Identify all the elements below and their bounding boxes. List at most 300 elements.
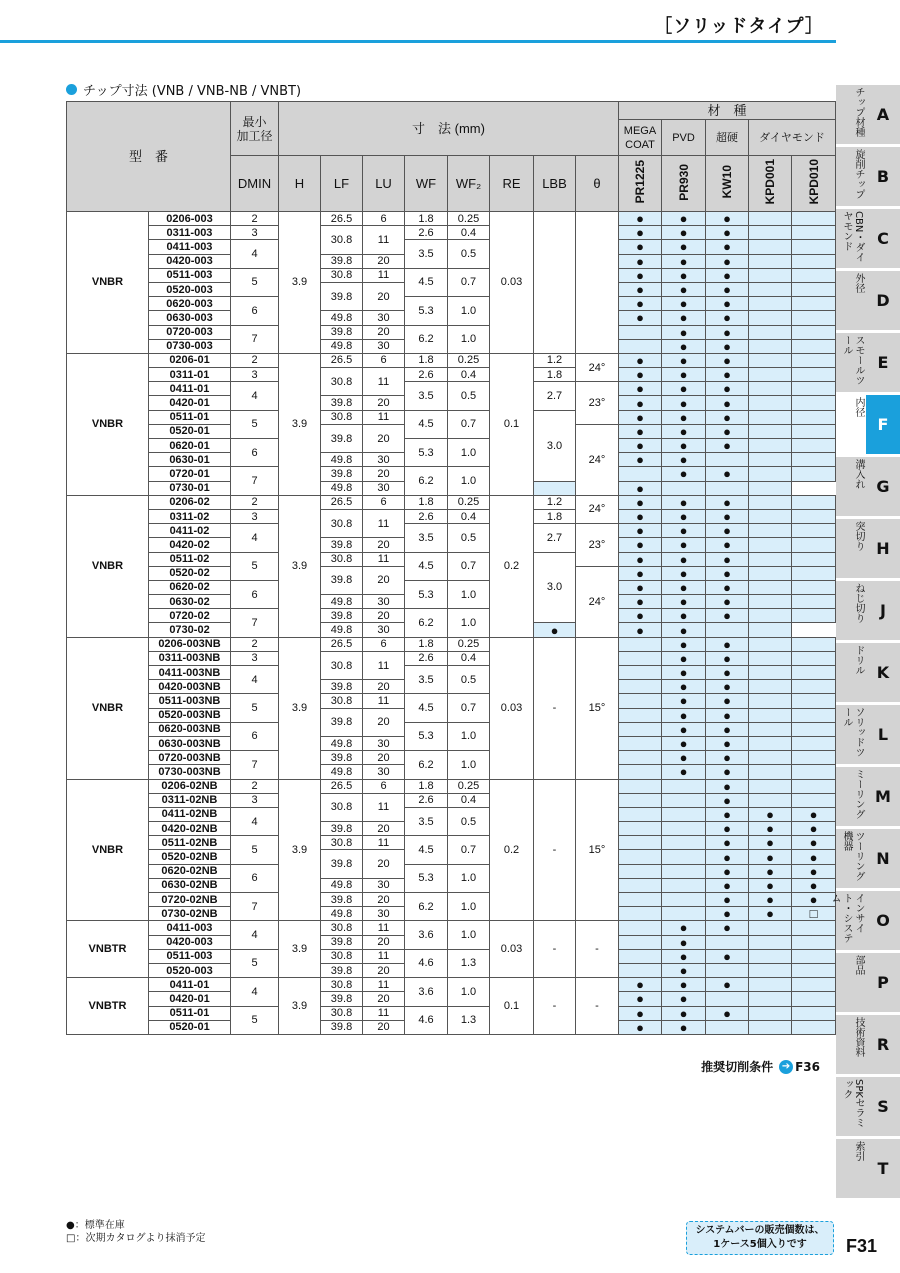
grade-mark-kw10: [706, 935, 749, 949]
grade-mark-pr1225: [619, 779, 662, 793]
grade-mark-kpd001: [749, 595, 792, 609]
grade-mark-kpd010: [792, 580, 836, 594]
grade-mark-pr930: ●: [662, 538, 706, 552]
grade-mark-kpd010: [792, 439, 836, 453]
lu-cell: 11: [363, 793, 405, 821]
header-col-re: RE: [490, 156, 534, 212]
grade-mark-kpd001: [749, 1020, 792, 1034]
grade-mark-pr930: ●: [619, 481, 662, 495]
lu-cell: 11: [363, 1006, 405, 1020]
grade-mark-kpd010: [792, 325, 836, 339]
grade-mark-pr1225: [619, 765, 662, 779]
lbb-cell: 3.0: [534, 552, 576, 623]
grade-mark-kpd010: [792, 637, 836, 651]
table-row: [67, 978, 836, 992]
table-row: [67, 921, 836, 935]
model-number: 0520-01: [149, 424, 231, 438]
grade-mark-pr930: ●: [662, 212, 706, 226]
tab-f[interactable]: [836, 395, 900, 454]
grade-mark-kpd001: [749, 212, 792, 226]
grade-mark-kw10: ●: [706, 467, 749, 481]
grade-mark-kpd001: [749, 666, 792, 680]
lf-cell: 49.8: [321, 878, 363, 892]
wf2-cell: 0.7: [448, 552, 490, 580]
grade-mark-pr1225: [619, 339, 662, 353]
dmin-cell: 4: [231, 666, 279, 694]
grade-mark-pr1225: ●: [619, 978, 662, 992]
grade-mark-pr1225: ●: [619, 212, 662, 226]
model-number: 0730-02: [149, 623, 231, 637]
dmin-cell: 3: [231, 368, 279, 382]
lf-cell: 30.8: [321, 368, 363, 396]
theta-cell: 15°: [576, 779, 619, 921]
lf-cell: 30.8: [321, 921, 363, 935]
grade-mark-kpd001: [749, 353, 792, 367]
model-number: 0420-02: [149, 538, 231, 552]
grade-mark-kw10: [706, 1020, 749, 1034]
dmin-cell: 4: [231, 382, 279, 410]
model-number: 0520-003NB: [149, 708, 231, 722]
wf2-cell: 0.4: [448, 226, 490, 240]
grade-mark-kw10: ●: [706, 268, 749, 282]
lu-cell: 11: [363, 978, 405, 992]
grade-mark-kw10: ●: [706, 779, 749, 793]
lf-cell: 39.8: [321, 963, 363, 977]
dmin-cell: 2: [231, 637, 279, 651]
table-row: [67, 694, 836, 708]
cutting-conditions-note: [701, 1058, 820, 1075]
model-number: 0206-003: [149, 212, 231, 226]
grade-mark-pr1225: ●: [619, 580, 662, 594]
header-pvd: PVD: [662, 120, 706, 156]
lbb-cell: -: [534, 978, 576, 1035]
wf2-cell: 1.0: [448, 978, 490, 1006]
model-number: 0730-02NB: [149, 907, 231, 921]
wf2-cell: 1.0: [448, 722, 490, 750]
lu-cell: 11: [363, 552, 405, 566]
grade-mark-kpd001: [749, 467, 792, 481]
tab-a[interactable]: [836, 85, 900, 144]
grade-mark-pr1225: [619, 708, 662, 722]
grade-mark-kpd010: [749, 481, 792, 495]
tab-j[interactable]: [836, 581, 900, 640]
wf2-cell: 0.5: [448, 382, 490, 410]
grade-mark-kpd001: [749, 680, 792, 694]
table-row: [67, 893, 836, 907]
model-number: 0411-01: [149, 978, 231, 992]
grade-mark-kpd010: [792, 509, 836, 523]
tab-p[interactable]: [836, 953, 900, 1012]
re-cell: 0.2: [490, 779, 534, 921]
lu-cell: 20: [363, 282, 405, 310]
grade-mark-pr1225: ●: [619, 353, 662, 367]
grade-mark-pr1225: [619, 907, 662, 921]
grade-mark-kpd010: [792, 609, 836, 623]
grade-mark-pr1225: [619, 850, 662, 864]
wf-cell: 4.5: [405, 694, 448, 722]
tab-n[interactable]: [836, 829, 900, 888]
tab-letter: M: [875, 787, 891, 806]
wf2-cell: 1.0: [448, 580, 490, 608]
grade-mark-pr1225: [619, 878, 662, 892]
lf-cell: 49.8: [321, 623, 363, 637]
model-number: 0411-003NB: [149, 666, 231, 680]
lf-cell: 39.8: [321, 935, 363, 949]
header-col-lbb: LBB: [534, 156, 576, 212]
grade-mark-pr930: ●: [662, 580, 706, 594]
wf-cell: 6.2: [405, 609, 448, 637]
wf-cell: 1.8: [405, 495, 448, 509]
wf2-cell: 0.5: [448, 807, 490, 835]
grade-mark-kpd010: [792, 935, 836, 949]
model-number: 0720-01: [149, 467, 231, 481]
grade-mark-pr1225: ●: [619, 538, 662, 552]
note-page-ref[interactable]: F36: [795, 1059, 820, 1074]
wf2-cell: 0.25: [448, 353, 490, 367]
wf-cell: 4.5: [405, 268, 448, 296]
table-row: [67, 807, 836, 821]
table-row: [67, 410, 836, 424]
lf-cell: 30.8: [321, 836, 363, 850]
model-number: 0311-02NB: [149, 793, 231, 807]
model-number: 0730-01: [149, 481, 231, 495]
grade-mark-kpd010: [792, 765, 836, 779]
wf-cell: 5.3: [405, 297, 448, 325]
wf2-cell: 0.25: [448, 212, 490, 226]
grade-mark-kpd010: [792, 368, 836, 382]
grade-mark-kw10: ●: [706, 580, 749, 594]
header-min-diameter: 最小 加工径: [231, 102, 279, 156]
model-number: 0630-02: [149, 595, 231, 609]
grade-mark-kpd010: ●: [792, 850, 836, 864]
grade-mark-kpd001: [749, 325, 792, 339]
lf-cell: 30.8: [321, 949, 363, 963]
theta-cell: 24°: [576, 566, 619, 637]
table-row: [67, 666, 836, 680]
grade-mark-kpd001: [749, 992, 792, 1006]
tab-label: ソリッドツール: [841, 707, 864, 757]
grade-mark-pr930: ●: [662, 609, 706, 623]
grade-mark-kpd010: [792, 1020, 836, 1034]
grade-mark-kpd010: [792, 382, 836, 396]
dmin-cell: 6: [231, 864, 279, 892]
grade-mark-kpd001: [749, 637, 792, 651]
tab-label: 突切り: [853, 521, 864, 551]
grade-mark-kw10: ●: [706, 297, 749, 311]
model-number: 0720-003NB: [149, 751, 231, 765]
table-row: [67, 368, 836, 382]
index-tabs: [829, 85, 900, 1201]
tab-label: ミーリング: [853, 769, 864, 819]
lu-cell: 6: [363, 637, 405, 651]
grade-mark-kpd010: [792, 736, 836, 750]
grade-mark-kpd001: [749, 963, 792, 977]
wf-cell: 2.6: [405, 793, 448, 807]
lf-cell: 39.8: [321, 396, 363, 410]
grade-mark-kpd010: [792, 396, 836, 410]
grade-mark-kpd001: [749, 382, 792, 396]
tab-label: スモールツール: [841, 335, 864, 385]
dmin-cell: 6: [231, 722, 279, 750]
lu-cell: 20: [363, 935, 405, 949]
tab-letter: F: [866, 395, 900, 454]
model-number: 0630-003NB: [149, 736, 231, 750]
grade-mark-pr1225: ●: [619, 311, 662, 325]
grade-mark-pr930: ●: [662, 439, 706, 453]
tab-d[interactable]: [836, 271, 900, 330]
table-row: [67, 212, 836, 226]
model-family: VNBR: [67, 779, 149, 921]
model-number: 0511-02: [149, 552, 231, 566]
table-row: [67, 325, 836, 339]
header-col-lf: LF: [321, 156, 363, 212]
lu-cell: 20: [363, 1020, 405, 1034]
grade-mark-pr1225: ●: [619, 1006, 662, 1020]
grade-mark-pr1225: [619, 325, 662, 339]
grade-mark-pr1225: [619, 736, 662, 750]
grade-mark-kpd010: [792, 978, 836, 992]
table-row: [67, 226, 836, 240]
grade-mark-pr930: [662, 864, 706, 878]
lu-cell: 11: [363, 509, 405, 537]
grade-mark-kpd001: [749, 978, 792, 992]
grade-mark-kpd001: [749, 453, 792, 467]
h-cell: 3.9: [279, 779, 321, 921]
chip-dimension-table: [66, 101, 836, 1035]
grade-mark-kw10: ●: [706, 595, 749, 609]
tab-m[interactable]: [836, 767, 900, 826]
model-number: 0620-003: [149, 297, 231, 311]
grade-mark-kw10: ●: [706, 240, 749, 254]
tab-k[interactable]: [836, 643, 900, 702]
model-number: 0620-02: [149, 580, 231, 594]
grade-mark-kw10: ●: [706, 836, 749, 850]
tab-s[interactable]: [836, 1077, 900, 1136]
dmin-cell: 6: [231, 580, 279, 608]
grade-mark-pr930: ●: [662, 240, 706, 254]
dmin-cell: 4: [231, 807, 279, 835]
re-cell: 0.2: [490, 495, 534, 637]
grade-mark-kpd010: [792, 212, 836, 226]
grade-mark-kw10: ●: [706, 751, 749, 765]
grade-mark-kpd001: [749, 297, 792, 311]
grade-mark-kpd010: ●: [792, 893, 836, 907]
model-number: 0311-01: [149, 368, 231, 382]
tab-b[interactable]: [836, 147, 900, 206]
model-number: 0720-02: [149, 609, 231, 623]
tab-c[interactable]: [836, 209, 900, 268]
tab-h[interactable]: [836, 519, 900, 578]
tab-l[interactable]: [836, 705, 900, 764]
lf-cell: 26.5: [321, 353, 363, 367]
grade-mark-pr1225: [619, 807, 662, 821]
lf-cell: 39.8: [321, 282, 363, 310]
grade-mark-kw10: ●: [706, 722, 749, 736]
tab-r[interactable]: [836, 1015, 900, 1074]
wf2-cell: 0.5: [448, 524, 490, 552]
lbb-cell: 3.0: [534, 410, 576, 481]
grade-mark-kw10: ●: [706, 552, 749, 566]
wf-cell: 4.6: [405, 949, 448, 977]
header-carbide: 超硬: [706, 120, 749, 156]
grade-mark-kpd010: ●: [792, 822, 836, 836]
model-number: 0511-01: [149, 410, 231, 424]
table-row: [67, 552, 836, 566]
lu-cell: 20: [363, 254, 405, 268]
grade-mark-pr930: ●: [662, 949, 706, 963]
grade-mark-kw10: ●: [706, 212, 749, 226]
wf2-cell: 1.0: [448, 325, 490, 353]
grade-mark-kpd001: [706, 481, 749, 495]
grade-mark-kw10: ●: [706, 339, 749, 353]
model-family: VNBR: [67, 353, 149, 495]
grade-mark-kpd001: [749, 1006, 792, 1020]
grade-mark-pr1225: ●: [534, 623, 576, 637]
grade-label: KW10: [720, 165, 734, 199]
grade-mark-kpd001: [749, 282, 792, 296]
theta-cell: -: [576, 921, 619, 978]
grade-mark-pr1225: [619, 680, 662, 694]
grade-mark-kpd001: ●: [749, 864, 792, 878]
grade-mark-pr930: ●: [662, 226, 706, 240]
grade-mark-pr1225: [619, 949, 662, 963]
model-number: 0206-01: [149, 353, 231, 367]
grade-label: PR1225: [633, 160, 647, 204]
tab-g[interactable]: [836, 457, 900, 516]
lf-cell: 26.5: [321, 637, 363, 651]
lu-cell: 11: [363, 949, 405, 963]
tab-label: ねじ切り: [853, 583, 864, 623]
tab-label: 索引: [853, 1141, 864, 1161]
tab-letter: J: [880, 601, 886, 620]
lu-cell: 20: [363, 566, 405, 594]
tab-label: 旋削チップ: [853, 149, 864, 199]
dmin-cell: 5: [231, 949, 279, 977]
table-row: [67, 1006, 836, 1020]
tab-label: CBN・ダイヤモンド: [841, 211, 864, 263]
grade-mark-kpd010: [792, 311, 836, 325]
grade-mark-pr1225: [619, 751, 662, 765]
model-number: 0630-003: [149, 311, 231, 325]
model-number: 0411-003: [149, 240, 231, 254]
table-row: [67, 382, 836, 396]
grade-mark-pr1225: [619, 793, 662, 807]
grade-mark-pr1225: [619, 666, 662, 680]
lu-cell: 20: [363, 708, 405, 736]
lu-cell: 20: [363, 680, 405, 694]
lbb-cell: [534, 212, 576, 354]
grade-mark-kpd001: [749, 580, 792, 594]
section-heading: [66, 80, 301, 99]
grade-mark-pr1225: ●: [619, 382, 662, 396]
wf2-cell: 0.25: [448, 637, 490, 651]
re-cell: 0.1: [490, 978, 534, 1035]
tab-e[interactable]: [836, 333, 900, 392]
lf-cell: 30.8: [321, 268, 363, 282]
tab-label: SPKセラミック: [841, 1079, 864, 1128]
tab-t[interactable]: [836, 1139, 900, 1198]
wf-cell: 1.8: [405, 212, 448, 226]
grade-mark-kw10: ●: [706, 907, 749, 921]
theta-cell: 23°: [576, 382, 619, 425]
lu-cell: 30: [363, 453, 405, 467]
grade-mark-kw10: ●: [706, 850, 749, 864]
grade-mark-kpd001: [749, 751, 792, 765]
lu-cell: 11: [363, 836, 405, 850]
wf-cell: 3.5: [405, 666, 448, 694]
wf2-cell: 0.25: [448, 779, 490, 793]
grade-mark-kw10: ●: [706, 495, 749, 509]
grade-mark-kpd001: ●: [749, 878, 792, 892]
grade-mark-pr930: ●: [662, 921, 706, 935]
lu-cell: 30: [363, 623, 405, 637]
model-family: VNBR: [67, 495, 149, 637]
grade-mark-pr930: ●: [662, 566, 706, 580]
grade-mark-pr930: ●: [662, 297, 706, 311]
notice-line1: システムバーの販売個数は、: [695, 1225, 825, 1236]
tab-letter: G: [876, 477, 890, 496]
grade-mark-kpd001: [749, 609, 792, 623]
tab-label: チップ材種: [853, 87, 864, 137]
wf2-cell: 0.4: [448, 651, 490, 665]
table-row: [67, 524, 836, 538]
dmin-cell: 7: [231, 893, 279, 921]
dmin-cell: 3: [231, 226, 279, 240]
grade-mark-kw10: ●: [706, 410, 749, 424]
model-number: 0311-003NB: [149, 651, 231, 665]
lu-cell: 20: [363, 424, 405, 452]
tab-o[interactable]: [829, 891, 900, 950]
wf2-cell: 0.7: [448, 836, 490, 864]
table-row: [67, 751, 836, 765]
wf2-cell: 0.7: [448, 410, 490, 438]
grade-mark-kw10: ●: [706, 311, 749, 325]
model-number: 0620-003NB: [149, 722, 231, 736]
table-row: [67, 240, 836, 254]
page-header-title: ［ソリッドタイプ］: [654, 16, 824, 37]
page-number: F31: [846, 1236, 878, 1256]
grade-mark-pr930: ●: [662, 368, 706, 382]
header-grade-kw10: [706, 156, 749, 212]
grade-mark-kw10: ●: [706, 637, 749, 651]
grade-mark-kpd001: [749, 439, 792, 453]
grade-mark-kpd001: [749, 368, 792, 382]
grade-mark-kpd010: [792, 538, 836, 552]
grade-mark-kw10: ●: [706, 708, 749, 722]
grade-mark-kpd001: [749, 779, 792, 793]
grade-label: KPD001: [763, 159, 777, 205]
theta-cell: 24°: [576, 424, 619, 495]
grade-mark-kpd001: [749, 524, 792, 538]
grade-mark-kw10: ●: [706, 1006, 749, 1020]
grade-mark-kpd001: [749, 495, 792, 509]
grade-mark-pr930: ●: [662, 467, 706, 481]
grade-mark-pr930: ●: [662, 311, 706, 325]
lf-cell: 39.8: [321, 751, 363, 765]
model-number: 0720-02NB: [149, 893, 231, 907]
lbb-cell: -: [534, 779, 576, 921]
grade-mark-pr1225: ●: [619, 453, 662, 467]
grade-mark-kpd001: ●: [749, 807, 792, 821]
lf-cell: 49.8: [321, 907, 363, 921]
model-number: 0520-02: [149, 566, 231, 580]
grade-mark-pr1225: ●: [619, 595, 662, 609]
lu-cell: 20: [363, 751, 405, 765]
model-number: 0511-01: [149, 1006, 231, 1020]
lf-cell: 49.8: [321, 339, 363, 353]
grade-mark-kpd001: [749, 268, 792, 282]
lf-cell: 39.8: [321, 680, 363, 694]
